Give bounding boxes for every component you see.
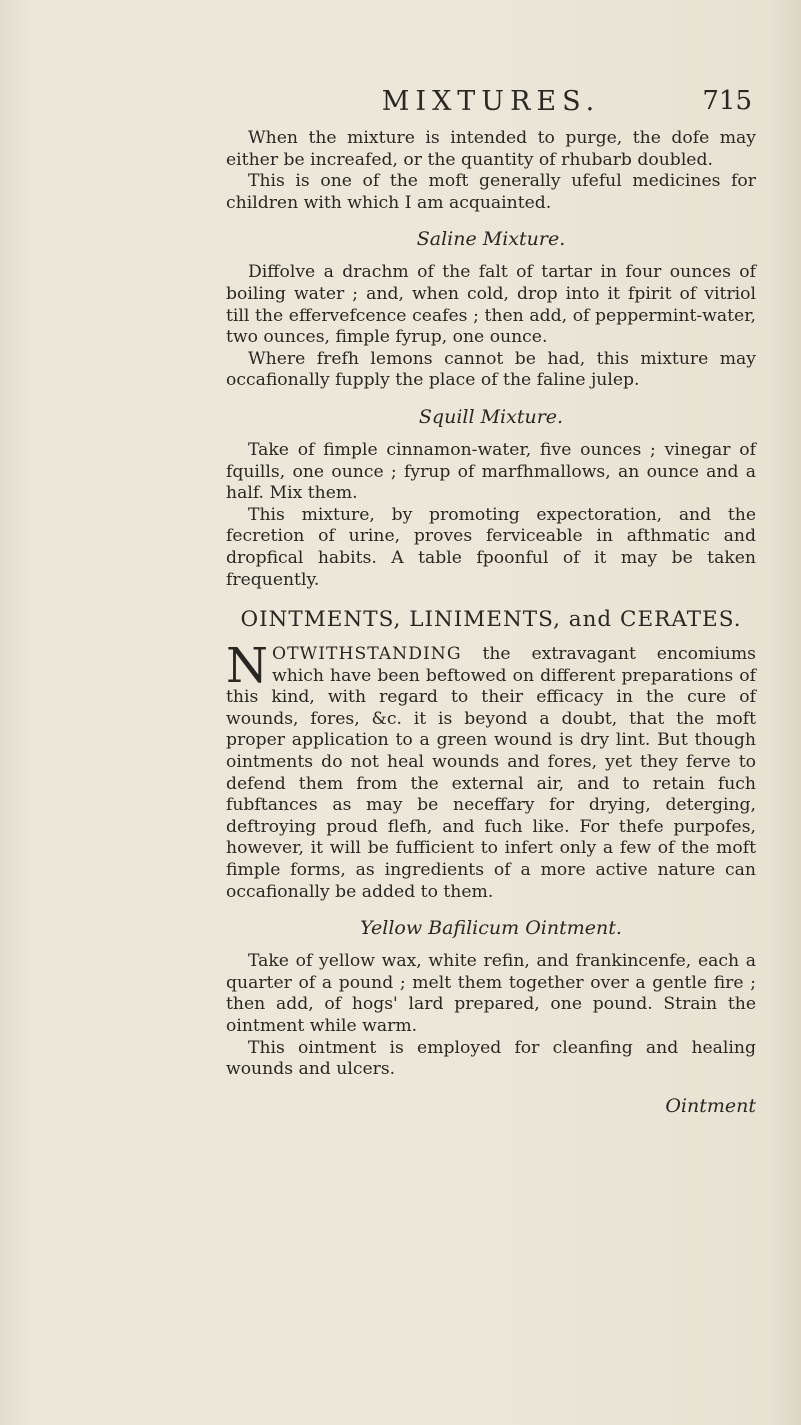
page-number: 715 xyxy=(702,86,752,116)
catchword: Ointment xyxy=(665,1094,756,1117)
basilicum-ointment-heading: Yellow Bafilicum Ointment. xyxy=(360,917,622,940)
page-content xyxy=(226,86,756,1117)
running-title: MIXTURES. xyxy=(381,86,601,117)
ointments-paragraph-1-text: the extravagant encomiums which have been beftowed on different preparations of this kind, with regard to their efficacy in the cure of wounds, fores, &c. it is beyond a doubt, that the moft proper application to a green wound is dry lint. But though ointments do not heal wounds and fores, yet they ferve to defend them from the external air, and to retain fuch fubftances as may be neceffary for drying, deterging, deftroying proud flefh, and fuch like. For thefe purpofes, however, it will be fufficient to infert only a few of the moft fimple forms, as ingredients of a more active nature can occafionally be added to them. xyxy=(226,644,756,902)
running-head xyxy=(226,86,756,122)
squill-paragraph-1: Take of fimple cinnamon-water, five ounces ; vinegar of fquills, one ounce ; fyrup of marfhmallows, an ounce and a half. Mix them. xyxy=(226,439,756,504)
saline-mixture-heading: Saline Mixture. xyxy=(416,228,566,251)
saline-paragraph-2: Where frefh lemons cannot be had, this mixture may occafionally fupply the place of the faline julep. xyxy=(226,348,756,391)
ointments-chapter-heading: OINTMENTS, LINIMENTS, and CERATES. xyxy=(240,607,742,633)
intro-paragraph-1: When the mixture is intended to purge, the dofe may either be increafed, or the quantity of rhubarb doubled. xyxy=(226,128,756,170)
lead-in-word: OTWITHSTANDING xyxy=(272,644,462,665)
squill-paragraph-2: This mixture, by promoting expectoration, and the fecretion of urine, proves ferviceable in afthmatic and dropfical habits. A table fpoonful of it may be taken frequently. xyxy=(226,504,756,590)
ointments-paragraph-1 xyxy=(226,638,756,903)
intro-paragraph-2: This is one of the moft generally ufeful medicines for children with which I am acquainted. xyxy=(226,171,756,213)
basilicum-paragraph-2: This ointment is employed for cleanfing and healing wounds and ulcers. xyxy=(226,1037,756,1080)
saline-paragraph-1: Diffolve a drachm of the falt of tartar in four ounces of boiling water ; and, when cold, drop into it fpirit of vitriol till the effervefcence ceafes ; then add, of peppermint-water, two ounces, fimple fyrup, one ounce. xyxy=(226,262,756,348)
basilicum-paragraph-1: Take of yellow wax, white refin, and frankincenfe, each a quarter of a pound ; melt them together over a gentle fire ; then add, of hogs' lard prepared, one pound. Strain the ointment while warm. xyxy=(226,951,756,1036)
drop-cap-letter: N xyxy=(226,638,268,695)
squill-mixture-heading: Squill Mixture. xyxy=(418,405,564,428)
